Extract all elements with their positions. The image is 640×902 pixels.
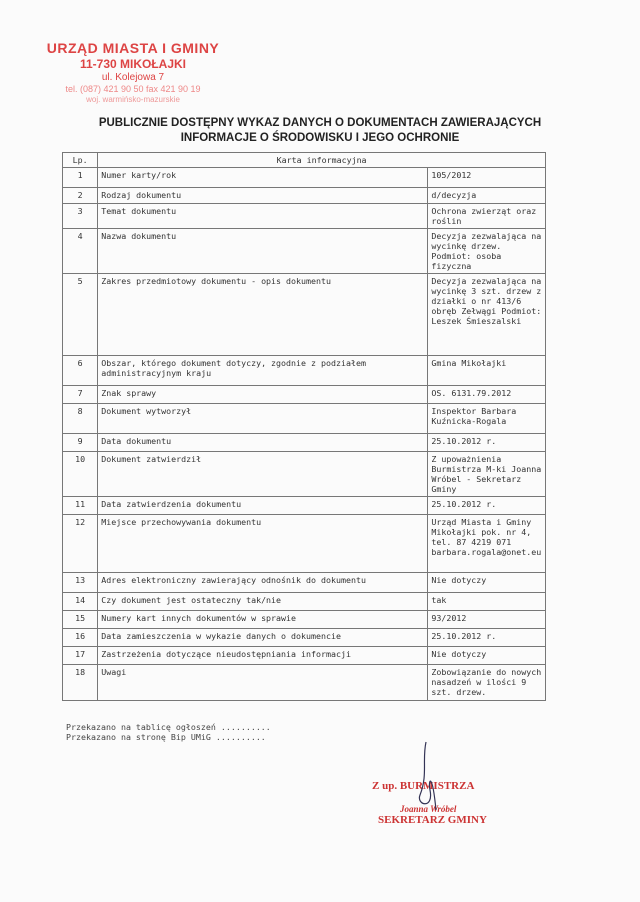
row-description: Obszar, którego dokument dotyczy, zgodnie z podziałem administracyjnym kraju [98,356,428,386]
signature-line-2: Joanna Wróbel [400,804,457,814]
row-value: Nie dotyczy [428,647,546,665]
row-value: 25.10.2012 r. [428,629,546,647]
table-row [63,356,546,386]
table-row [63,434,546,452]
table-row [63,593,546,611]
table-row [63,204,546,229]
row-number: 5 [63,274,98,356]
table-row [63,168,546,188]
signature-line-3: SEKRETARZ GMINY [378,814,487,826]
row-value: Urząd Miasta i Gminy Mikołajki pok. nr 4, tel. 87 4219 071 barbara.rogala@onet.eu [428,515,546,573]
row-value: Decyzja zezwalająca na wycinkę 3 szt. drzew z działki o nr 413/6 obręb Zełwągi Podmiot: Leszek Śmieszalski [428,274,546,356]
table-header-row [63,153,546,168]
row-description: Czy dokument jest ostateczny tak/nie [98,593,428,611]
row-value: Nie dotyczy [428,573,546,593]
row-description: Rodzaj dokumentu [98,188,428,204]
row-number: 10 [63,452,98,497]
row-number: 18 [63,665,98,701]
row-description: Adres elektroniczny zawierający odnośnik do dokumentu [98,573,428,593]
table-row [63,229,546,274]
document-title: PUBLICZNIE DOSTĘPNY WYKAZ DANYCH O DOKUMENTACH ZAWIERAJĄCYCH INFORMACJE O ŚRODOWISKU I JEGO OCHRONIE [98,117,542,144]
table-row [63,188,546,204]
signature-line-1: Z up. BURMISTRZA [372,780,475,792]
row-number: 17 [63,647,98,665]
row-description: Miejsce przechowywania dokumentu [98,515,428,573]
row-number: 3 [63,204,98,229]
row-value: Zobowiązanie do nowych nasadzeń w ilości 9 szt. drzew. [428,665,546,701]
footer-notes [66,722,271,742]
table-row [63,629,546,647]
row-description: Znak sprawy [98,386,428,404]
row-number: 1 [63,168,98,188]
table-row [63,497,546,515]
row-description: Data zatwierdzenia dokumentu [98,497,428,515]
table-row [63,573,546,593]
row-description: Zastrzeżenia dotyczące nieudostępniania informacji [98,647,428,665]
row-value: Inspektor Barbara Kuźnicka-Rogala [428,404,546,434]
row-value: 25.10.2012 r. [428,434,546,452]
row-description: Dokument wytworzył [98,404,428,434]
header-lp: Lp. [63,153,98,168]
row-description: Uwagi [98,665,428,701]
table-row [63,611,546,629]
row-value: Ochrona zwierząt oraz roślin [428,204,546,229]
table-row [63,274,546,356]
row-description: Temat dokumentu [98,204,428,229]
stamp-line-3: ul. Kolejowa 7 [101,72,165,83]
stamp-line-5: woj. warmińsko-mazurskie [86,95,180,104]
row-value: Gmina Mikołajki [428,356,546,386]
row-number: 2 [63,188,98,204]
table-row [63,647,546,665]
row-number: 6 [63,356,98,386]
row-number: 14 [63,593,98,611]
row-number: 7 [63,386,98,404]
row-number: 11 [63,497,98,515]
stamp-line-4: tel. (087) 421 90 50 fax 421 90 19 [65,84,201,94]
signature-scribble [406,740,446,820]
row-description: Numer karty/rok [98,168,428,188]
header-card: Karta informacyjna [98,153,546,168]
row-description: Nazwa dokumentu [98,229,428,274]
row-number: 13 [63,573,98,593]
row-number: 8 [63,404,98,434]
row-number: 15 [63,611,98,629]
stamp-line-1: URZĄD MIASTA I GMINY [46,40,220,56]
table-row [63,452,546,497]
office-stamp [38,40,228,104]
row-value: Z upoważnienia Burmistrza M-ki Joanna Wróbel - Sekretarz Gminy [428,452,546,497]
footer-line-1: Przekazano na tablicę ogłoszeń .......... [66,722,271,732]
row-description: Data dokumentu [98,434,428,452]
row-value: Decyzja zezwalająca na wycinkę drzew. Podmiot: osoba fizyczna [428,229,546,274]
stamp-line-2: 11-730 MIKOŁAJKI [79,57,187,71]
table-row [63,515,546,573]
row-value: 93/2012 [428,611,546,629]
row-number: 4 [63,229,98,274]
row-number: 16 [63,629,98,647]
row-value: tak [428,593,546,611]
signature-stamp [372,780,512,826]
row-description: Data zamieszczenia w wykazie danych o dokumencie [98,629,428,647]
info-card-table [62,152,546,701]
row-value: OS. 6131.79.2012 [428,386,546,404]
table-row [63,665,546,701]
table-row [63,386,546,404]
row-description: Numery kart innych dokumentów w sprawie [98,611,428,629]
row-description: Dokument zatwierdził [98,452,428,497]
row-number: 9 [63,434,98,452]
table-row [63,404,546,434]
row-value: 105/2012 [428,168,546,188]
row-number: 12 [63,515,98,573]
footer-line-2: Przekazano na stronę Bip UMiG .......... [66,732,266,742]
row-value: 25.10.2012 r. [428,497,546,515]
row-description: Zakres przedmiotowy dokumentu - opis dokumentu [98,274,428,356]
row-value: d/decyzja [428,188,546,204]
